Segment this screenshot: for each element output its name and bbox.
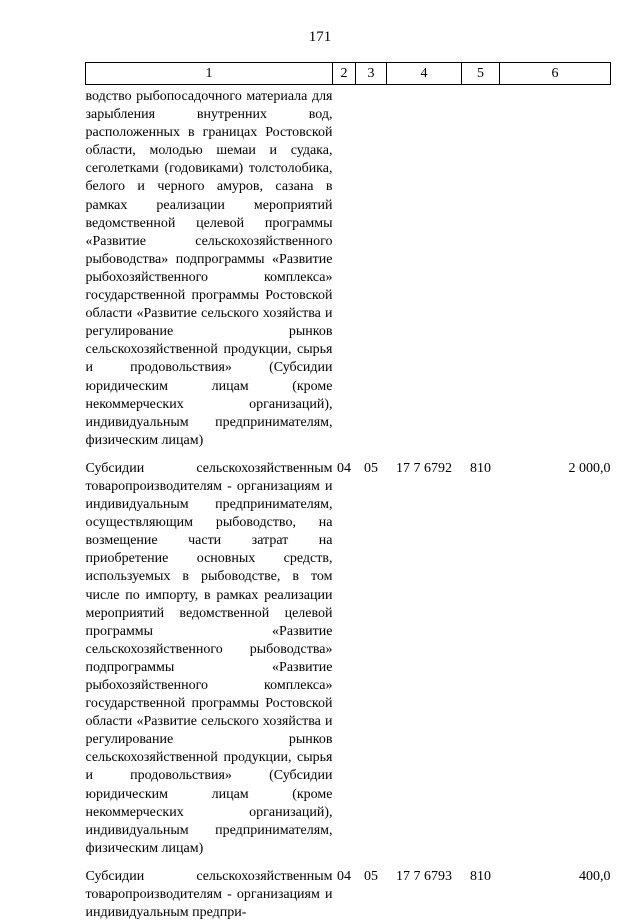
- column-header-6: 6: [500, 63, 611, 85]
- row-expense-type: 810: [470, 460, 491, 476]
- row-amount: [500, 85, 611, 460]
- page-number: 171: [308, 29, 332, 45]
- column-header-2: 2: [333, 63, 356, 85]
- row-amount: 2 000,0: [568, 460, 611, 476]
- row-expense-type: [462, 85, 500, 460]
- column-header-1: 1: [86, 63, 333, 85]
- row-description: водство рыбопосадочного материала для зарыбления внутренних вод, расположенных в границах Ростовской области, молодью шемаи и судака, сеголетками (годовиками) толстолобика, белого и черного амуров, сазана в рамках реализации мероприятий ведомственной целевой программы «Развитие сельскохозяйственного рыбоводства» подпрограммы «Развитие рыбохозяйственного комплекса» государственной программы Ростовской области «Развитие сельского хозяйства и регулирование рынков сельскохозяйственной продукции, сырья и продовольствия» (Субсидии юридическим лицам (кроме некоммерческих организаций), индивидуальным предпринимателям, физическим лицам): [85, 89, 333, 448]
- table-header-row: [86, 63, 611, 85]
- row-description: Субсидии сельскохозяйственным товаропроизводителям - организациям и индивидуальным предпринимателям, осуществляющим рыбоводство, на возмещение части затрат на приобретение основных средств, используемых в рыбоводстве, в том числе по импорту, в рамках реализации мероприятий ведомственной целевой программы «Развитие сельскохозяйственного рыбоводства» подпрограммы «Развитие рыбохозяйственного комплекса» государственной программы Ростовской области «Развитие сельского хозяйства и регулирование рынков сельскохозяйственной продукции, сырья и продовольствия» (Субсидии юридическим лицам (кроме некоммерческих организаций), индивидуальным предпринимателям, физическим лицам): [85, 460, 333, 856]
- row-section: 04: [337, 868, 351, 884]
- budget-table: [85, 62, 611, 922]
- row-expense-type: 810: [470, 868, 491, 884]
- row-section: 04: [337, 460, 351, 476]
- column-header-5: 5: [462, 63, 500, 85]
- row-description: Субсидии сельскохозяйственным товаропроизводителям - организациям и индивидуальным предпри-: [85, 868, 333, 921]
- table-row: [86, 460, 611, 868]
- row-subsection: [356, 85, 387, 460]
- row-target-article: [387, 85, 462, 460]
- column-header-4: 4: [387, 63, 462, 85]
- row-section: [333, 85, 356, 460]
- row-target-article: 17 7 6793: [396, 868, 452, 884]
- row-subsection: 05: [364, 460, 378, 476]
- column-header-3: 3: [356, 63, 387, 85]
- table-row: [86, 85, 611, 460]
- row-target-article: 17 7 6792: [396, 460, 452, 476]
- row-subsection: 05: [364, 868, 378, 884]
- row-amount: 400,0: [579, 868, 611, 884]
- table-row: [86, 868, 611, 922]
